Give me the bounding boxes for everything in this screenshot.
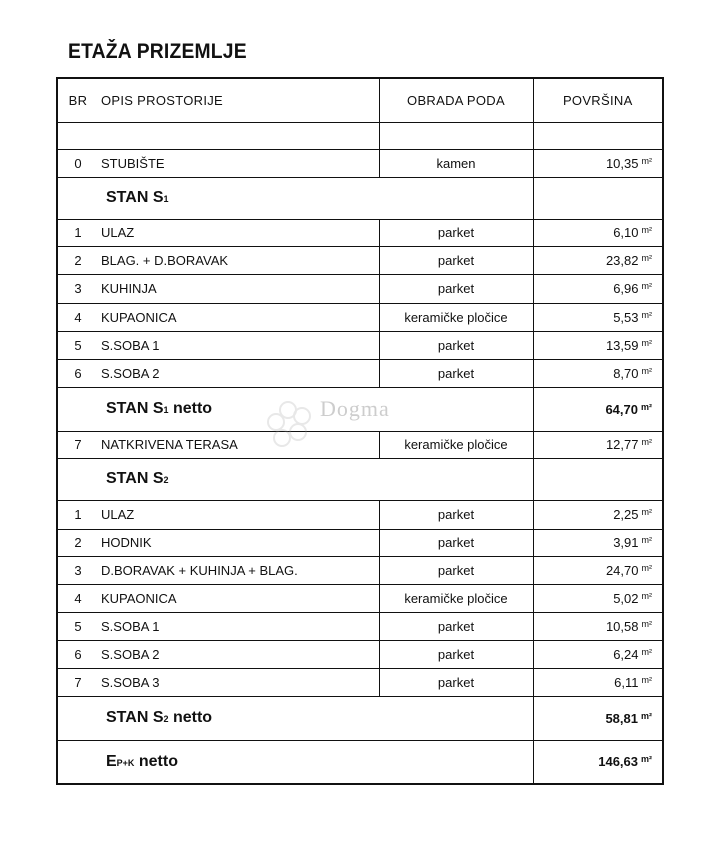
subtotal-value-s2: 58,81 $^{m^2}$	[533, 696, 663, 740]
row-obrada: parket	[379, 612, 533, 640]
row-obrada: parket	[379, 500, 533, 529]
row-name: KUPAONICA	[98, 303, 379, 331]
row-area: 6,96 $^{m^2}$	[533, 274, 663, 303]
total-value: 146,63 $^{m^2}$	[533, 740, 663, 784]
row-area: 10,35 $^{m^2}$	[533, 149, 663, 177]
empty-row	[57, 122, 663, 149]
row-area: 6,10 $^{m^2}$	[533, 219, 663, 246]
row-name: STUBIŠTE	[98, 149, 379, 177]
row-name: S.SOBA 1	[98, 612, 379, 640]
row-obrada: parket	[379, 246, 533, 274]
row-obrada: parket	[379, 556, 533, 584]
header-povrsina: POVRŠINA	[533, 78, 663, 122]
table-header-row	[57, 78, 663, 122]
header-opis: OPIS PROSTORIJE	[98, 78, 379, 122]
row-name: BLAG. + D.BORAVAK	[98, 246, 379, 274]
row-br: 2	[57, 246, 98, 274]
page-title: ETAŽA PRIZEMLJE	[68, 40, 247, 63]
row-area: 8,70 $^{m^2}$	[533, 359, 663, 387]
row-br: 3	[57, 274, 98, 303]
section-heading-s2: STAN S2	[57, 458, 663, 500]
row-area: 6,11 $^{m^2}$	[533, 668, 663, 696]
row-name: S.SOBA 2	[98, 640, 379, 668]
section-heading-s1: STAN S1	[57, 177, 663, 219]
row-br: 6	[57, 640, 98, 668]
header-obrada: OBRADA PODA	[379, 78, 533, 122]
table-row	[57, 219, 663, 246]
row-br: 4	[57, 584, 98, 612]
row-area: 10,58 $^{m^2}$	[533, 612, 663, 640]
row-area: 3,91 $^{m^2}$	[533, 529, 663, 556]
table-row	[57, 668, 663, 696]
header-br: BR	[57, 78, 98, 122]
row-area: 5,02 $^{m^2}$	[533, 584, 663, 612]
watermark-text: Dogma	[320, 396, 390, 421]
row-obrada: parket	[379, 274, 533, 303]
row-name: S.SOBA 3	[98, 668, 379, 696]
row-area: 13,59 $^{m^2}$	[533, 331, 663, 359]
row-br: 6	[57, 359, 98, 387]
table-row	[57, 556, 663, 584]
area-table	[56, 77, 664, 785]
row-area: 24,70 $^{m^2}$	[533, 556, 663, 584]
table-row	[57, 274, 663, 303]
table-row	[57, 303, 663, 331]
row-name: KUPAONICA	[98, 584, 379, 612]
row-obrada: parket	[379, 640, 533, 668]
table-row	[57, 149, 663, 177]
table-row	[57, 584, 663, 612]
row-area: 5,53 $^{m^2}$	[533, 303, 663, 331]
row-br: 5	[57, 612, 98, 640]
row-area: 2,25 $^{m^2}$	[533, 500, 663, 529]
row-br: 1	[57, 219, 98, 246]
row-name: S.SOBA 2	[98, 359, 379, 387]
row-br: 1	[57, 500, 98, 529]
row-name: KUHINJA	[98, 274, 379, 303]
table-row	[57, 640, 663, 668]
table-row	[57, 529, 663, 556]
row-name: ULAZ	[98, 500, 379, 529]
row-name: ULAZ	[98, 219, 379, 246]
row-br: 2	[57, 529, 98, 556]
row-obrada: parket	[379, 331, 533, 359]
row-br: 4	[57, 303, 98, 331]
row-obrada: parket	[379, 529, 533, 556]
subtotal-row-s1: STAN S1 netto 64,70 $^{m^2}$	[57, 387, 663, 431]
row-obrada: keramičke pločice	[379, 303, 533, 331]
table-row	[57, 246, 663, 274]
row-obrada: keramičke pločice	[379, 584, 533, 612]
row-area: 6,24 $^{m^2}$	[533, 640, 663, 668]
row-obrada: kamen	[379, 149, 533, 177]
row-name: HODNIK	[98, 529, 379, 556]
table-row	[57, 331, 663, 359]
row-br: 5	[57, 331, 98, 359]
row-obrada: parket	[379, 359, 533, 387]
row-name: D.BORAVAK + KUHINJA + BLAG.	[98, 556, 379, 584]
row-area: 23,82 $^{m^2}$	[533, 246, 663, 274]
row-br: 7	[57, 668, 98, 696]
row-name: S.SOBA 1	[98, 331, 379, 359]
table-row: 7 NATKRIVENA TERASA keramičke pločice 12,77 $^{m^2}$	[57, 431, 663, 458]
table-row	[57, 359, 663, 387]
subtotal-value-s1: 64,70 $^{m^2}$	[533, 387, 663, 431]
row-obrada: parket	[379, 668, 533, 696]
row-obrada: parket	[379, 219, 533, 246]
row-br: 0	[57, 149, 98, 177]
subtotal-row-s2: STAN S2 netto 58,81 $^{m^2}$	[57, 696, 663, 740]
table-row	[57, 612, 663, 640]
row-br: 3	[57, 556, 98, 584]
table-row	[57, 500, 663, 529]
total-row: EP+K netto 146,63 $^{m^2}$	[57, 740, 663, 784]
